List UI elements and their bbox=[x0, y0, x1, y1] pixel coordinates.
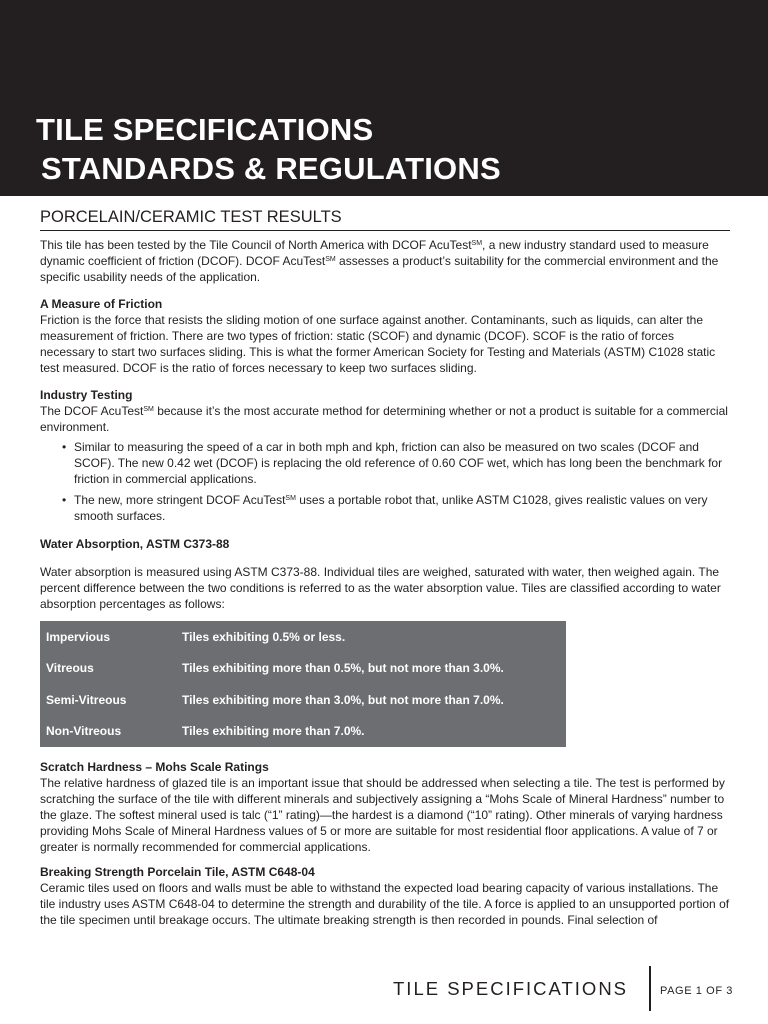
category-cell: Impervious bbox=[46, 629, 111, 644]
friction-paragraph: Friction is the force that resists the sliding motion of one surface against another. Contaminants, such as liquids, can alter the measurement of friction. There are two types of friction: static (SCOF) and dynamic (DCOF). SCOF is the ratio of forces necessary to start two surfaces sliding. This is what the former American Society for Testing and Materials (ASTM) C1028 static test measured. DCOF is the ratio of forces necessary to keep two surfaces sliding. bbox=[40, 313, 716, 375]
description-cell: Tiles exhibiting more than 7.0%. bbox=[182, 724, 365, 739]
breaking-strength-heading: Breaking Strength Porcelain Tile, ASTM C648-04 bbox=[40, 865, 315, 879]
table-row bbox=[40, 621, 566, 653]
intro-text-part2: , a new industry standard used to measure dynamic coefficient of friction (DCOF). DCOF AcuTest bbox=[40, 238, 709, 268]
industry-bullet-list bbox=[40, 439, 730, 524]
industry-text-part1: The DCOF AcuTest bbox=[40, 404, 144, 418]
industry-text-part2: because it’s the most accurate method for determining whether or not a product is suitable for a commercial environment. bbox=[40, 404, 728, 434]
intro-text-part1: This tile has been tested by the Tile Council of North America with DCOF AcuTest bbox=[40, 238, 472, 252]
page-number: PAGE 1 OF 3 bbox=[660, 985, 734, 997]
friction-heading: A Measure of Friction bbox=[40, 297, 163, 311]
category-cell: Vitreous bbox=[46, 661, 94, 676]
document-title-line1: TILE SPECIFICATIONS bbox=[36, 112, 374, 147]
list-item bbox=[74, 492, 730, 524]
bullet2-text-part1: The new, more stringent DCOF AcuTest bbox=[74, 493, 286, 507]
intro-text-part3: assesses a product’s suitability for the commercial environment and the specific usability needs of the application. bbox=[40, 254, 719, 284]
scratch-hardness-paragraph: The relative hardness of glazed tile is an important issue that should be addressed when selecting a tile. The test is performed by scratching the surface of the tile with different minerals and subjectively assigning a “Mohs Scale of Mineral Hardness” number to the glaze. The softest mineral used is talc (“1” rating)—the hardest is a diamond (“10” rating). Other minerals of varying hardness providing Mohs Scale of Mineral Hardness values of 5 or more are suitable for most residential floor applications. A value of 7 or greater is normally recommended for commercial applications. bbox=[40, 776, 725, 854]
industry-testing-paragraph bbox=[40, 403, 730, 435]
water-absorption-paragraph: Water absorption is measured using ASTM C373-88. Individual tiles are weighed, saturated with water, then weighed again. The percent difference between the two conditions is referred to as the water absorption value. Tiles are classified according to water absorption percentages as follows: bbox=[40, 565, 721, 611]
servicemark: SM bbox=[471, 240, 483, 247]
category-cell: Non-Vitreous bbox=[46, 724, 122, 739]
water-absorption-heading: Water Absorption, ASTM C373-88 bbox=[40, 537, 230, 551]
list-item: • Similar to measuring the speed of a car in both mph and kph, friction can also be measured on two scales (DCOF and SCOF). The new 0.42 wet (DCOF) is replacing the old reference of 0.60 COF wet, which has long been the benchmark for friction in commercial applications. bbox=[74, 439, 730, 487]
servicemark: SM bbox=[325, 256, 336, 263]
water-absorption-table bbox=[40, 621, 566, 747]
description-cell: Tiles exhibiting 0.5% or less. bbox=[182, 629, 346, 644]
scratch-hardness-heading: Scratch Hardness – Mohs Scale Ratings bbox=[40, 760, 269, 774]
header-banner bbox=[0, 0, 768, 196]
table-row bbox=[40, 684, 566, 716]
intro-paragraph bbox=[40, 237, 730, 285]
footer-divider bbox=[649, 966, 651, 1011]
industry-testing-heading: Industry Testing bbox=[40, 388, 133, 402]
servicemark: SM bbox=[285, 495, 296, 502]
section-title: PORCELAIN/CERAMIC TEST RESULTS bbox=[40, 208, 730, 231]
table-row bbox=[40, 653, 566, 685]
table-row bbox=[40, 716, 566, 748]
main-content bbox=[40, 208, 730, 928]
footer-title: TILE SPECIFICATIONS bbox=[393, 978, 629, 999]
category-cell: Semi-Vitreous bbox=[46, 692, 127, 707]
bullet2-text-part2: uses a portable robot that, unlike ASTM C1028, gives realistic values on very smooth surfaces. bbox=[74, 493, 708, 523]
description-cell: Tiles exhibiting more than 3.0%, but not more than 7.0%. bbox=[182, 692, 504, 707]
document-title-line2: STANDARDS & REGULATIONS bbox=[41, 151, 501, 186]
description-cell: Tiles exhibiting more than 0.5%, but not more than 3.0%. bbox=[182, 661, 504, 676]
breaking-strength-paragraph: Ceramic tiles used on floors and walls must be able to withstand the expected load bearing capacity of various installations. The tile industry uses ASTM C648-04 to determine the strength and durability of the tile. A force is applied to an unsupported portion of the tile specimen until breakage occurs. The ultimate breaking strength is then recorded in pounds. Final selection of bbox=[40, 881, 730, 927]
servicemark: SM bbox=[143, 406, 154, 413]
